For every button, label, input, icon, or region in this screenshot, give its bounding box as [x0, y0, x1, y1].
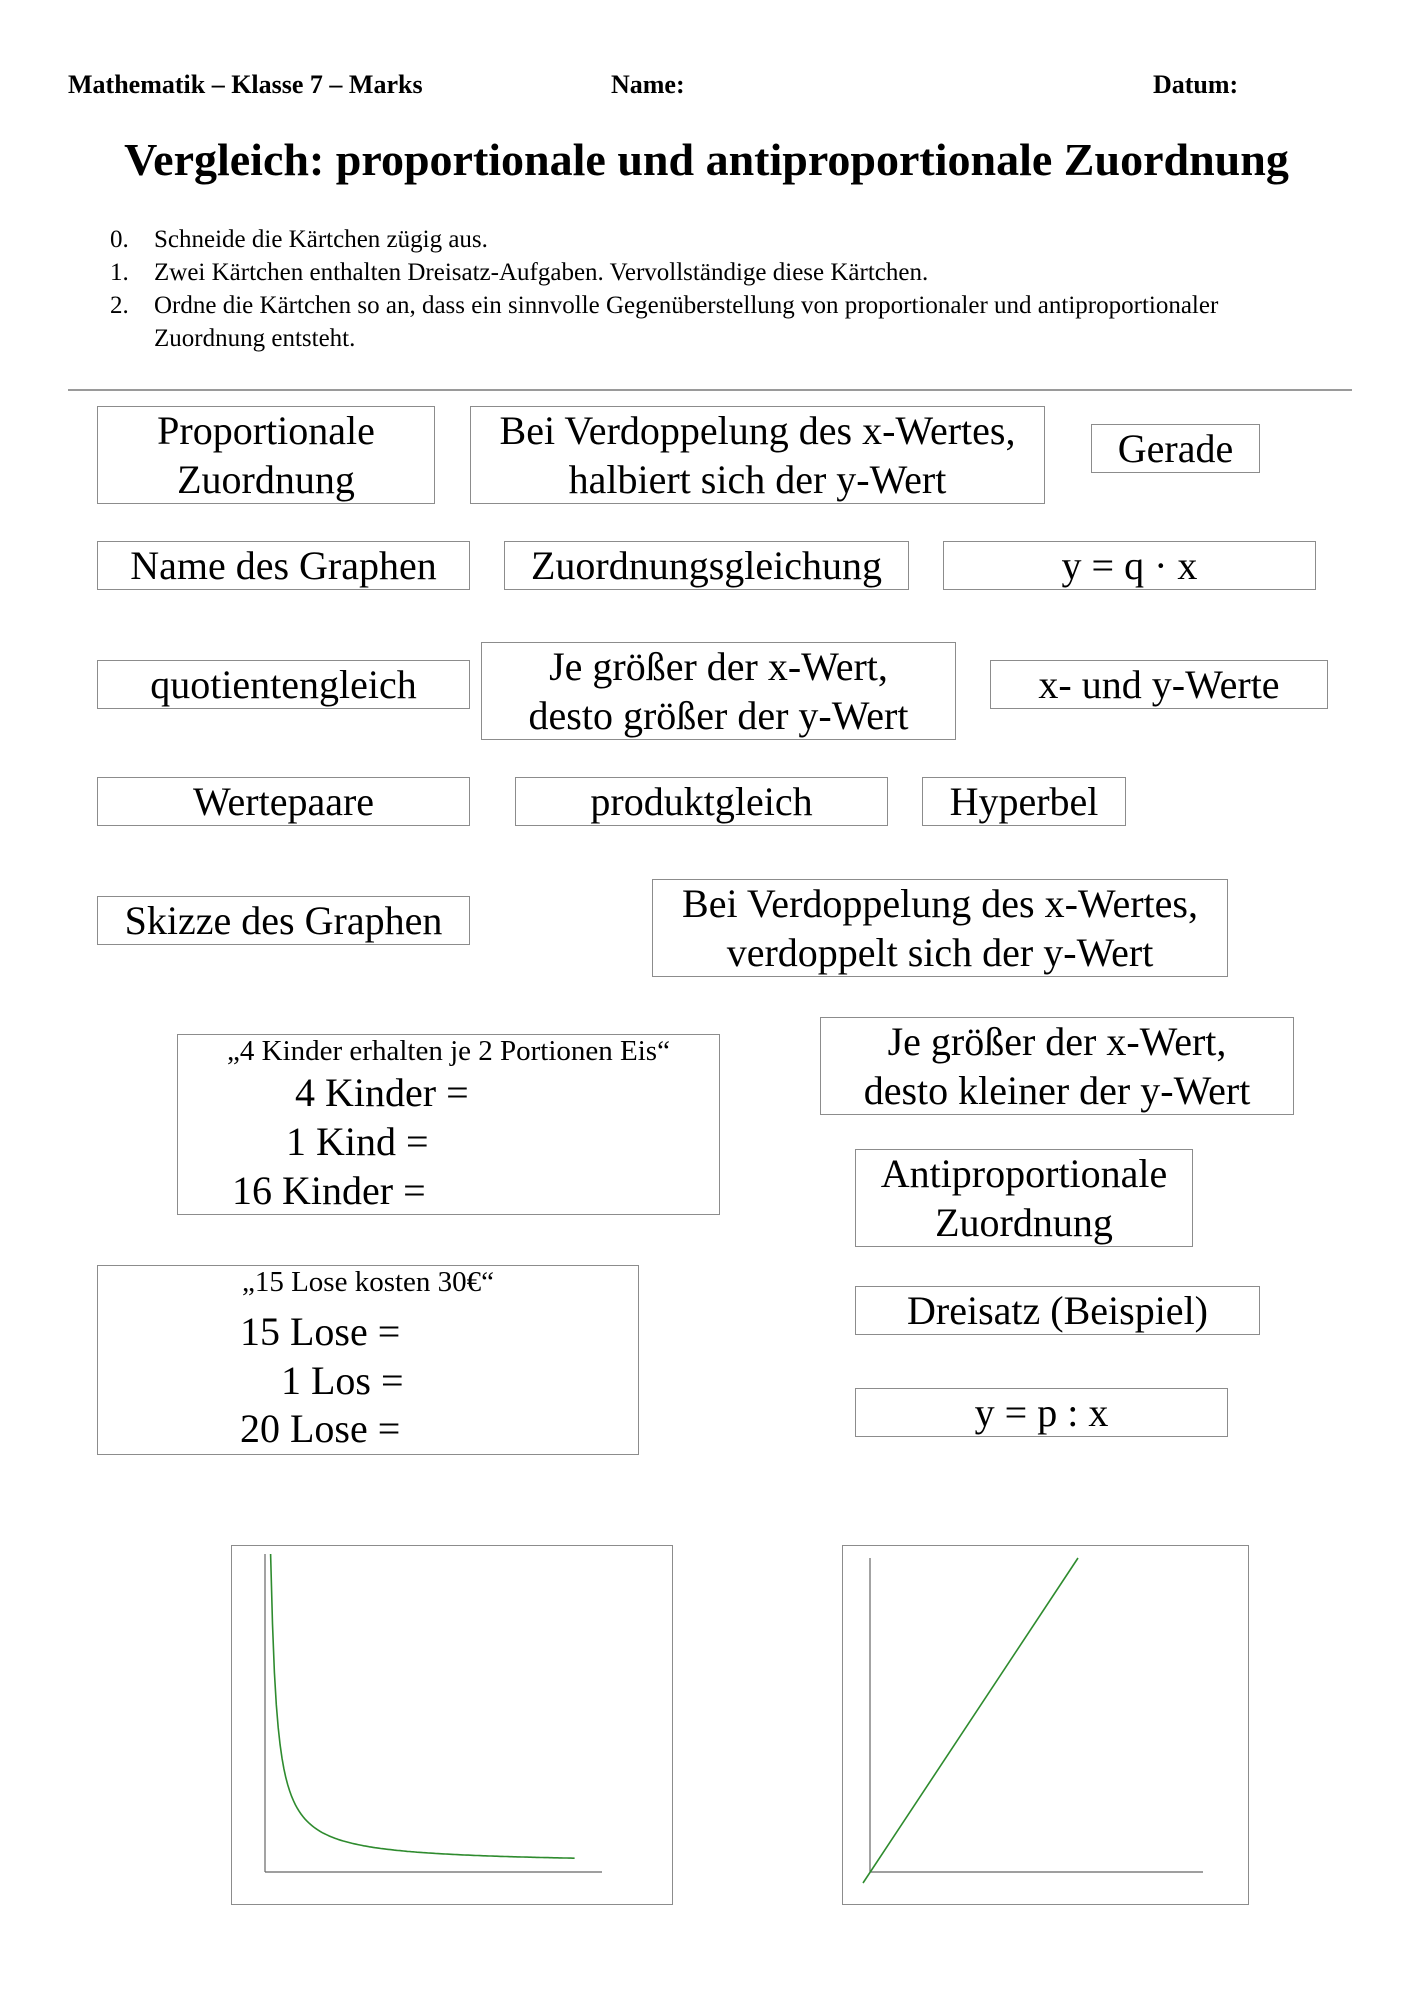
dreisatz-line: 4 Kinder =: [295, 1070, 469, 1115]
card-text: produktgleich: [590, 779, 813, 824]
card-line: Zuordnung: [177, 457, 355, 502]
graph-card-line: [842, 1545, 1249, 1905]
card-line: Proportionale: [157, 408, 375, 453]
dreisatz-line: 16 Kinder =: [232, 1168, 426, 1213]
card-name-des-graphen: [97, 541, 470, 590]
proportional-line: [863, 1558, 1078, 1883]
card-line: desto größer der y-Wert: [528, 693, 909, 738]
card-gleichung-antiproportional: [855, 1388, 1228, 1437]
dreisatz-line: 1 Los =: [281, 1358, 404, 1403]
card-text: Gerade: [1117, 426, 1234, 471]
card-text: Hyperbel: [949, 779, 1099, 824]
header-name-label: Name:: [611, 70, 685, 99]
card-line: Je größer der x-Wert,: [549, 644, 888, 689]
task-text: Zwei Kärtchen enthalten Dreisatz-Aufgaben. Vervollständige diese Kärtchen.: [154, 259, 929, 286]
line-graph: [843, 1546, 1250, 1906]
card-text: Skizze des Graphen: [124, 898, 443, 943]
card-line: verdoppelt sich der y-Wert: [726, 930, 1154, 975]
card-line: halbiert sich der y-Wert: [568, 457, 947, 502]
card-line: Bei Verdoppelung des x-Wertes,: [499, 408, 1016, 453]
card-line: Zuordnung: [935, 1200, 1113, 1245]
card-text: Wertepaare: [192, 779, 375, 824]
dreisatz-line: 20 Lose =: [240, 1406, 401, 1451]
card-zuordnungsgleichung: [504, 541, 909, 590]
card-text: y = p : x: [974, 1390, 1109, 1435]
card-proportionale-zuordnung: [97, 406, 435, 504]
header-date-label: Datum:: [1153, 70, 1239, 99]
task-text: Ordne die Kärtchen so an, dass ein sinnvolle Gegenüberstellung von proportionaler und antiproportionaler Zuordnung entsteht.: [154, 292, 1219, 352]
dreisatz-line: 15 Lose =: [240, 1309, 401, 1354]
task-item: [110, 256, 1310, 289]
task-item: [110, 289, 1310, 355]
card-dreisatz-eis: [177, 1034, 720, 1215]
hyperbola-graph: [232, 1546, 674, 1906]
card-line: Je größer der x-Wert,: [887, 1019, 1227, 1064]
card-x-und-y-werte: [990, 660, 1328, 709]
card-text: Name des Graphen: [130, 543, 437, 588]
hyperbola-curve: [271, 1554, 575, 1858]
card-hyperbel: [922, 777, 1126, 826]
task-text: Schneide die Kärtchen zügig aus.: [154, 226, 488, 253]
card-groesser-kleiner: [820, 1017, 1294, 1115]
card-verdoppelung-halbiert: [470, 406, 1045, 504]
card-skizze-des-graphen: [97, 896, 470, 945]
card-dreisatz-lose: [97, 1265, 639, 1455]
task-list: [110, 223, 1310, 355]
task-number: 2.: [110, 292, 129, 319]
card-gerade: [1091, 424, 1260, 473]
header-subject: Mathematik – Klasse 7 – Marks: [68, 70, 423, 99]
task-number: 1.: [110, 259, 129, 286]
card-line: Antiproportionale: [880, 1151, 1168, 1196]
dreisatz-question: „15 Lose kosten 30€“: [241, 1266, 495, 1298]
card-line: desto kleiner der y-Wert: [863, 1068, 1251, 1113]
graph-card-hyperbola: [231, 1545, 673, 1905]
card-verdoppelung-verdoppelt: [652, 879, 1228, 977]
card-produktgleich: [515, 777, 888, 826]
card-groesser-groesser: [481, 642, 956, 740]
card-text: Dreisatz (Beispiel): [907, 1288, 1208, 1333]
divider-line: [68, 389, 1352, 391]
card-gleichung-proportional: [943, 541, 1316, 590]
card-dreisatz-beispiel: [855, 1286, 1260, 1335]
card-wertepaare: [97, 777, 470, 826]
card-line: Bei Verdoppelung des x-Wertes,: [682, 881, 1198, 926]
card-text: y = q · x: [1061, 543, 1198, 588]
dreisatz-question: „4 Kinder erhalten je 2 Portionen Eis“: [227, 1035, 670, 1067]
card-text: quotientengleich: [150, 662, 417, 707]
task-number: 0.: [110, 226, 129, 253]
dreisatz-line: 1 Kind =: [286, 1119, 429, 1164]
card-quotientengleich: [97, 660, 470, 709]
card-text: Zuordnungsgleichung: [530, 543, 883, 588]
card-text: x- und y-Werte: [1038, 662, 1280, 707]
page-title: Vergleich: proportionale und antiproportionale Zuordnung: [124, 134, 1289, 185]
task-item: [110, 223, 1310, 256]
card-antiproportionale-zuordnung: [855, 1149, 1193, 1247]
